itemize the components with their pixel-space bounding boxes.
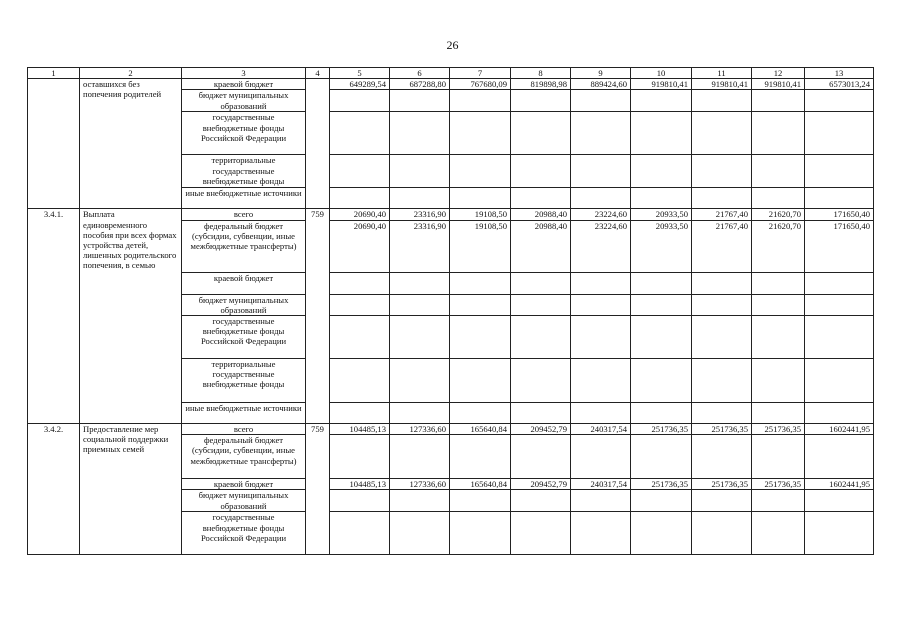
column-header: 2 (80, 68, 182, 79)
value-cell: 104485,13 (330, 424, 390, 435)
column-header: 8 (511, 68, 571, 79)
funding-source: бюджет муниципальных образований (182, 90, 306, 112)
value-cell: 127336,60 (390, 424, 450, 435)
value-cell (805, 90, 874, 112)
value-cell (511, 403, 571, 424)
table-row (28, 424, 874, 435)
column-header: 13 (805, 68, 874, 79)
value-cell: 1602441,95 (805, 424, 874, 435)
value-cell (330, 155, 390, 188)
funding-source: иные внебюджетные источники (182, 403, 306, 424)
value-cell (511, 155, 571, 188)
value-cell (631, 155, 692, 188)
funding-source: федеральный бюджет (субсидии, субвенции, иные межбюджетные трансферты) (182, 435, 306, 479)
value-cell (450, 435, 511, 479)
value-cell (805, 403, 874, 424)
funding-source: всего (182, 209, 306, 220)
value-cell (631, 316, 692, 359)
value-cell (752, 272, 805, 294)
value-cell (390, 90, 450, 112)
table-row (28, 79, 874, 90)
value-cell (631, 272, 692, 294)
value-cell: 251736,35 (692, 424, 752, 435)
column-header: 7 (450, 68, 511, 79)
value-cell: 1602441,95 (805, 479, 874, 490)
value-cell (752, 112, 805, 155)
value-cell: 21620,70 (752, 220, 805, 272)
value-cell: 20988,40 (511, 209, 571, 220)
value-cell (805, 316, 874, 359)
value-cell (330, 359, 390, 403)
value-cell (631, 512, 692, 555)
value-cell (752, 90, 805, 112)
value-cell: 240317,54 (571, 424, 631, 435)
value-cell: 20988,40 (511, 220, 571, 272)
value-cell (752, 403, 805, 424)
value-cell (692, 316, 752, 359)
column-header: 6 (390, 68, 450, 79)
value-cell (330, 316, 390, 359)
value-cell (330, 403, 390, 424)
value-cell (511, 272, 571, 294)
value-cell: 20690,40 (330, 220, 390, 272)
value-cell (450, 316, 511, 359)
value-cell (511, 359, 571, 403)
value-cell: 251736,35 (692, 479, 752, 490)
value-cell (571, 403, 631, 424)
column-header: 12 (752, 68, 805, 79)
value-cell (692, 272, 752, 294)
value-cell: 767680,09 (450, 79, 511, 90)
value-cell: 20933,50 (631, 220, 692, 272)
value-cell (805, 272, 874, 294)
value-cell: 687288,80 (390, 79, 450, 90)
column-header: 9 (571, 68, 631, 79)
value-cell: 21620,70 (752, 209, 805, 220)
item-number: 3.4.2. (28, 424, 80, 555)
item-title: Выплата единовременного пособия при всех формах устройства детей, лишенных родительского попечения, в семью (80, 209, 182, 424)
table-body (28, 68, 874, 555)
value-cell (692, 512, 752, 555)
value-cell (571, 435, 631, 479)
value-cell: 23316,90 (390, 220, 450, 272)
funding-source: краевой бюджет (182, 272, 306, 294)
value-cell (511, 316, 571, 359)
value-cell (752, 512, 805, 555)
value-cell: 209452,79 (511, 479, 571, 490)
value-cell (752, 435, 805, 479)
item-title: оставшихся без попечения родителей (80, 79, 182, 209)
value-cell (752, 316, 805, 359)
item-number: 3.4.1. (28, 209, 80, 424)
value-cell (631, 359, 692, 403)
value-cell: 23224,60 (571, 209, 631, 220)
value-cell (571, 316, 631, 359)
budget-code: 759 (306, 209, 330, 424)
funding-source: федеральный бюджет (субсидии, субвенции, иные межбюджетные трансферты) (182, 220, 306, 272)
value-cell: 919810,41 (752, 79, 805, 90)
value-cell (390, 272, 450, 294)
value-cell (571, 272, 631, 294)
value-cell: 251736,35 (631, 424, 692, 435)
funding-source: краевой бюджет (182, 79, 306, 90)
value-cell (390, 112, 450, 155)
value-cell (450, 403, 511, 424)
column-header: 11 (692, 68, 752, 79)
value-cell (571, 294, 631, 315)
value-cell (330, 490, 390, 512)
value-cell (752, 294, 805, 315)
funding-source: всего (182, 424, 306, 435)
value-cell (631, 188, 692, 209)
value-cell (330, 272, 390, 294)
value-cell (511, 112, 571, 155)
value-cell (330, 435, 390, 479)
funding-source: бюджет муниципальных образований (182, 294, 306, 315)
value-cell (805, 435, 874, 479)
value-cell (805, 359, 874, 403)
value-cell (450, 188, 511, 209)
value-cell (330, 90, 390, 112)
value-cell (390, 490, 450, 512)
value-cell: 19108,50 (450, 209, 511, 220)
value-cell (631, 294, 692, 315)
value-cell (692, 188, 752, 209)
value-cell (390, 435, 450, 479)
value-cell (692, 435, 752, 479)
value-cell (330, 294, 390, 315)
value-cell: 127336,60 (390, 479, 450, 490)
value-cell (390, 294, 450, 315)
value-cell (511, 512, 571, 555)
funding-source: территориальные государственные внебюджетные фонды (182, 359, 306, 403)
value-cell (692, 294, 752, 315)
item-number (28, 79, 80, 209)
value-cell (805, 490, 874, 512)
value-cell (631, 90, 692, 112)
value-cell (571, 155, 631, 188)
value-cell (692, 90, 752, 112)
value-cell (450, 112, 511, 155)
value-cell: 21767,40 (692, 220, 752, 272)
column-header: 1 (28, 68, 80, 79)
budget-code (306, 79, 330, 209)
value-cell: 819898,98 (511, 79, 571, 90)
value-cell: 251736,35 (752, 424, 805, 435)
value-cell (752, 155, 805, 188)
value-cell (511, 490, 571, 512)
value-cell: 171650,40 (805, 220, 874, 272)
value-cell (450, 90, 511, 112)
value-cell (390, 155, 450, 188)
value-cell (631, 403, 692, 424)
value-cell (752, 490, 805, 512)
value-cell (330, 512, 390, 555)
item-title: Предоставление мер социальной поддержки приемных семей (80, 424, 182, 555)
value-cell: 209452,79 (511, 424, 571, 435)
value-cell (752, 188, 805, 209)
value-cell: 251736,35 (752, 479, 805, 490)
value-cell: 6573013,24 (805, 79, 874, 90)
value-cell (692, 359, 752, 403)
value-cell (511, 294, 571, 315)
column-header: 5 (330, 68, 390, 79)
value-cell (390, 316, 450, 359)
value-cell: 165640,84 (450, 479, 511, 490)
value-cell (571, 188, 631, 209)
value-cell (511, 90, 571, 112)
value-cell (631, 435, 692, 479)
value-cell (692, 112, 752, 155)
value-cell (692, 490, 752, 512)
header-row (28, 68, 874, 79)
column-header: 10 (631, 68, 692, 79)
value-cell: 104485,13 (330, 479, 390, 490)
value-cell (631, 490, 692, 512)
funding-source: государственные внебюджетные фонды Российской Федерации (182, 112, 306, 155)
value-cell (571, 512, 631, 555)
value-cell (571, 359, 631, 403)
value-cell (571, 490, 631, 512)
table-row (28, 209, 874, 220)
funding-source: государственные внебюджетные фонды Российской Федерации (182, 512, 306, 555)
value-cell (692, 403, 752, 424)
value-cell (805, 512, 874, 555)
value-cell (390, 512, 450, 555)
value-cell (450, 512, 511, 555)
value-cell: 240317,54 (571, 479, 631, 490)
value-cell (390, 403, 450, 424)
value-cell (805, 155, 874, 188)
value-cell (450, 490, 511, 512)
value-cell (511, 188, 571, 209)
budget-table (27, 67, 874, 555)
funding-source: краевой бюджет (182, 479, 306, 490)
value-cell (450, 272, 511, 294)
value-cell: 20690,40 (330, 209, 390, 220)
funding-source: государственные внебюджетные фонды Российской Федерации (182, 316, 306, 359)
value-cell: 19108,50 (450, 220, 511, 272)
value-cell (631, 112, 692, 155)
value-cell: 889424,60 (571, 79, 631, 90)
value-cell: 251736,35 (631, 479, 692, 490)
value-cell (450, 155, 511, 188)
funding-source: иные внебюджетные источники (182, 188, 306, 209)
value-cell (805, 188, 874, 209)
value-cell (805, 294, 874, 315)
value-cell (390, 359, 450, 403)
value-cell: 23224,60 (571, 220, 631, 272)
value-cell: 20933,50 (631, 209, 692, 220)
funding-source: территориальные государственные внебюджетные фонды (182, 155, 306, 188)
value-cell: 649289,54 (330, 79, 390, 90)
value-cell (692, 155, 752, 188)
funding-source: бюджет муниципальных образований (182, 490, 306, 512)
value-cell (511, 435, 571, 479)
value-cell (450, 359, 511, 403)
budget-code: 759 (306, 424, 330, 555)
value-cell (805, 112, 874, 155)
value-cell: 165640,84 (450, 424, 511, 435)
value-cell (330, 112, 390, 155)
value-cell (390, 188, 450, 209)
column-header: 4 (306, 68, 330, 79)
value-cell: 21767,40 (692, 209, 752, 220)
value-cell: 23316,90 (390, 209, 450, 220)
value-cell: 919810,41 (692, 79, 752, 90)
value-cell (752, 359, 805, 403)
value-cell: 171650,40 (805, 209, 874, 220)
value-cell (330, 188, 390, 209)
value-cell (450, 294, 511, 315)
value-cell: 919810,41 (631, 79, 692, 90)
value-cell (571, 90, 631, 112)
column-header: 3 (182, 68, 306, 79)
value-cell (571, 112, 631, 155)
page-number: 26 (446, 38, 459, 52)
